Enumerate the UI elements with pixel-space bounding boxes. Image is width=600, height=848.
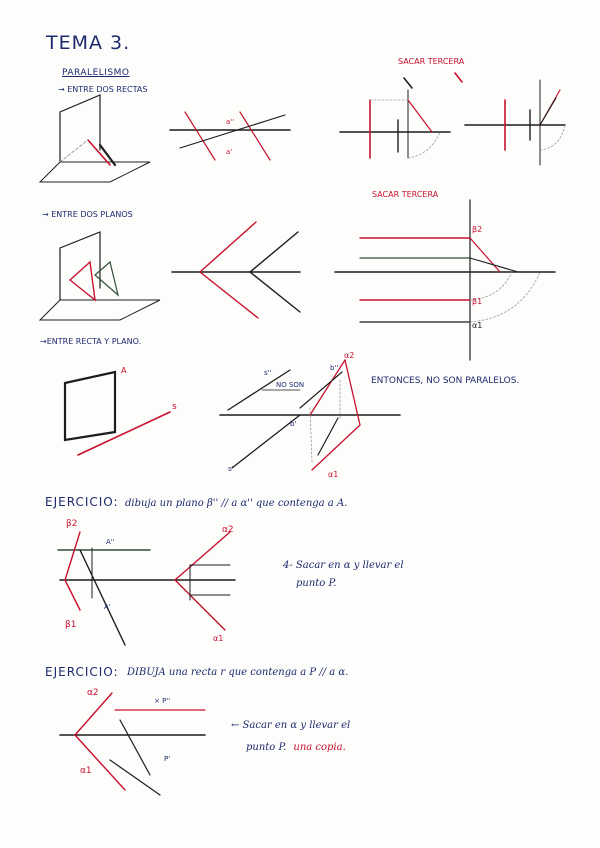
- ex2-P1: P': [164, 755, 171, 763]
- exercise1-label: EJERCICIO:: [45, 495, 119, 509]
- conclusion-text: ENTONCES, NO SON PARALELOS.: [371, 376, 520, 386]
- ex2-P2: × P'': [154, 697, 171, 705]
- ex1-A2: A'': [106, 538, 115, 546]
- ex1-note-line2: punto P.: [296, 578, 337, 589]
- part-rectas-label: → ENTRE DOS RECTAS: [58, 85, 148, 94]
- beta2-mark: β2: [472, 225, 483, 234]
- ex1-note-line1: 4- Sacar en α y llevar el: [283, 560, 404, 571]
- mark-b: a': [226, 148, 233, 156]
- ex1-beta2: β2: [66, 519, 78, 529]
- sacar-tercera-label-1: SACAR TERCERA: [398, 57, 465, 66]
- ex1-alpha2: α2: [222, 525, 234, 535]
- mark-a: a'': [226, 118, 235, 126]
- ex1-beta1: β1: [65, 620, 77, 630]
- label-alpha1-r3: α1: [328, 470, 339, 479]
- ex2-note-line1: ← Sacar en α y llevar el: [231, 720, 351, 731]
- label-A: A: [121, 366, 127, 375]
- label-b2: b'': [330, 364, 339, 372]
- ex2-note-red: una copia.: [293, 742, 346, 753]
- exercise1-prompt: dibuja un plano β'' // a α'' que contenga a A.: [125, 498, 348, 509]
- part-recta-plano-label: →ENTRE RECTA Y PLANO.: [40, 337, 142, 346]
- page-title: TEMA 3.: [46, 32, 131, 54]
- beta1-mark: β1: [472, 297, 483, 306]
- label-s2: s'': [264, 369, 272, 377]
- part-planos-label: → ENTRE DOS PLANOS: [42, 210, 133, 219]
- label-s1: s': [228, 465, 234, 473]
- label-b1: b': [290, 420, 297, 428]
- exercise2-prompt: DIBUJA una recta r que contenga a P // a α.: [127, 667, 349, 678]
- section-title: PARALELISMO: [62, 68, 130, 78]
- alpha1-mark: α1: [472, 321, 483, 330]
- ex1-A1: A': [104, 603, 111, 611]
- ex2-note-line2-row: [246, 737, 346, 755]
- exercise2-label: EJERCICIO:: [45, 665, 119, 679]
- black-parallel: [120, 720, 150, 775]
- ex2-note-line2: punto P.: [246, 742, 287, 753]
- black-line-P1: [110, 760, 160, 795]
- red-alpha2-ex2: [75, 693, 112, 735]
- ex2-alpha2: α2: [87, 688, 99, 698]
- ex2-alpha1: α1: [80, 766, 92, 776]
- red-alpha1-ex2: [75, 735, 125, 790]
- label-no-son: NO SON: [276, 381, 305, 389]
- label-s: s: [172, 402, 177, 412]
- label-alpha2-r3: α2: [344, 351, 355, 360]
- ex1-alpha1: α1: [213, 634, 224, 643]
- sacar-tercera-label-2: SACAR TERCERA: [372, 190, 439, 199]
